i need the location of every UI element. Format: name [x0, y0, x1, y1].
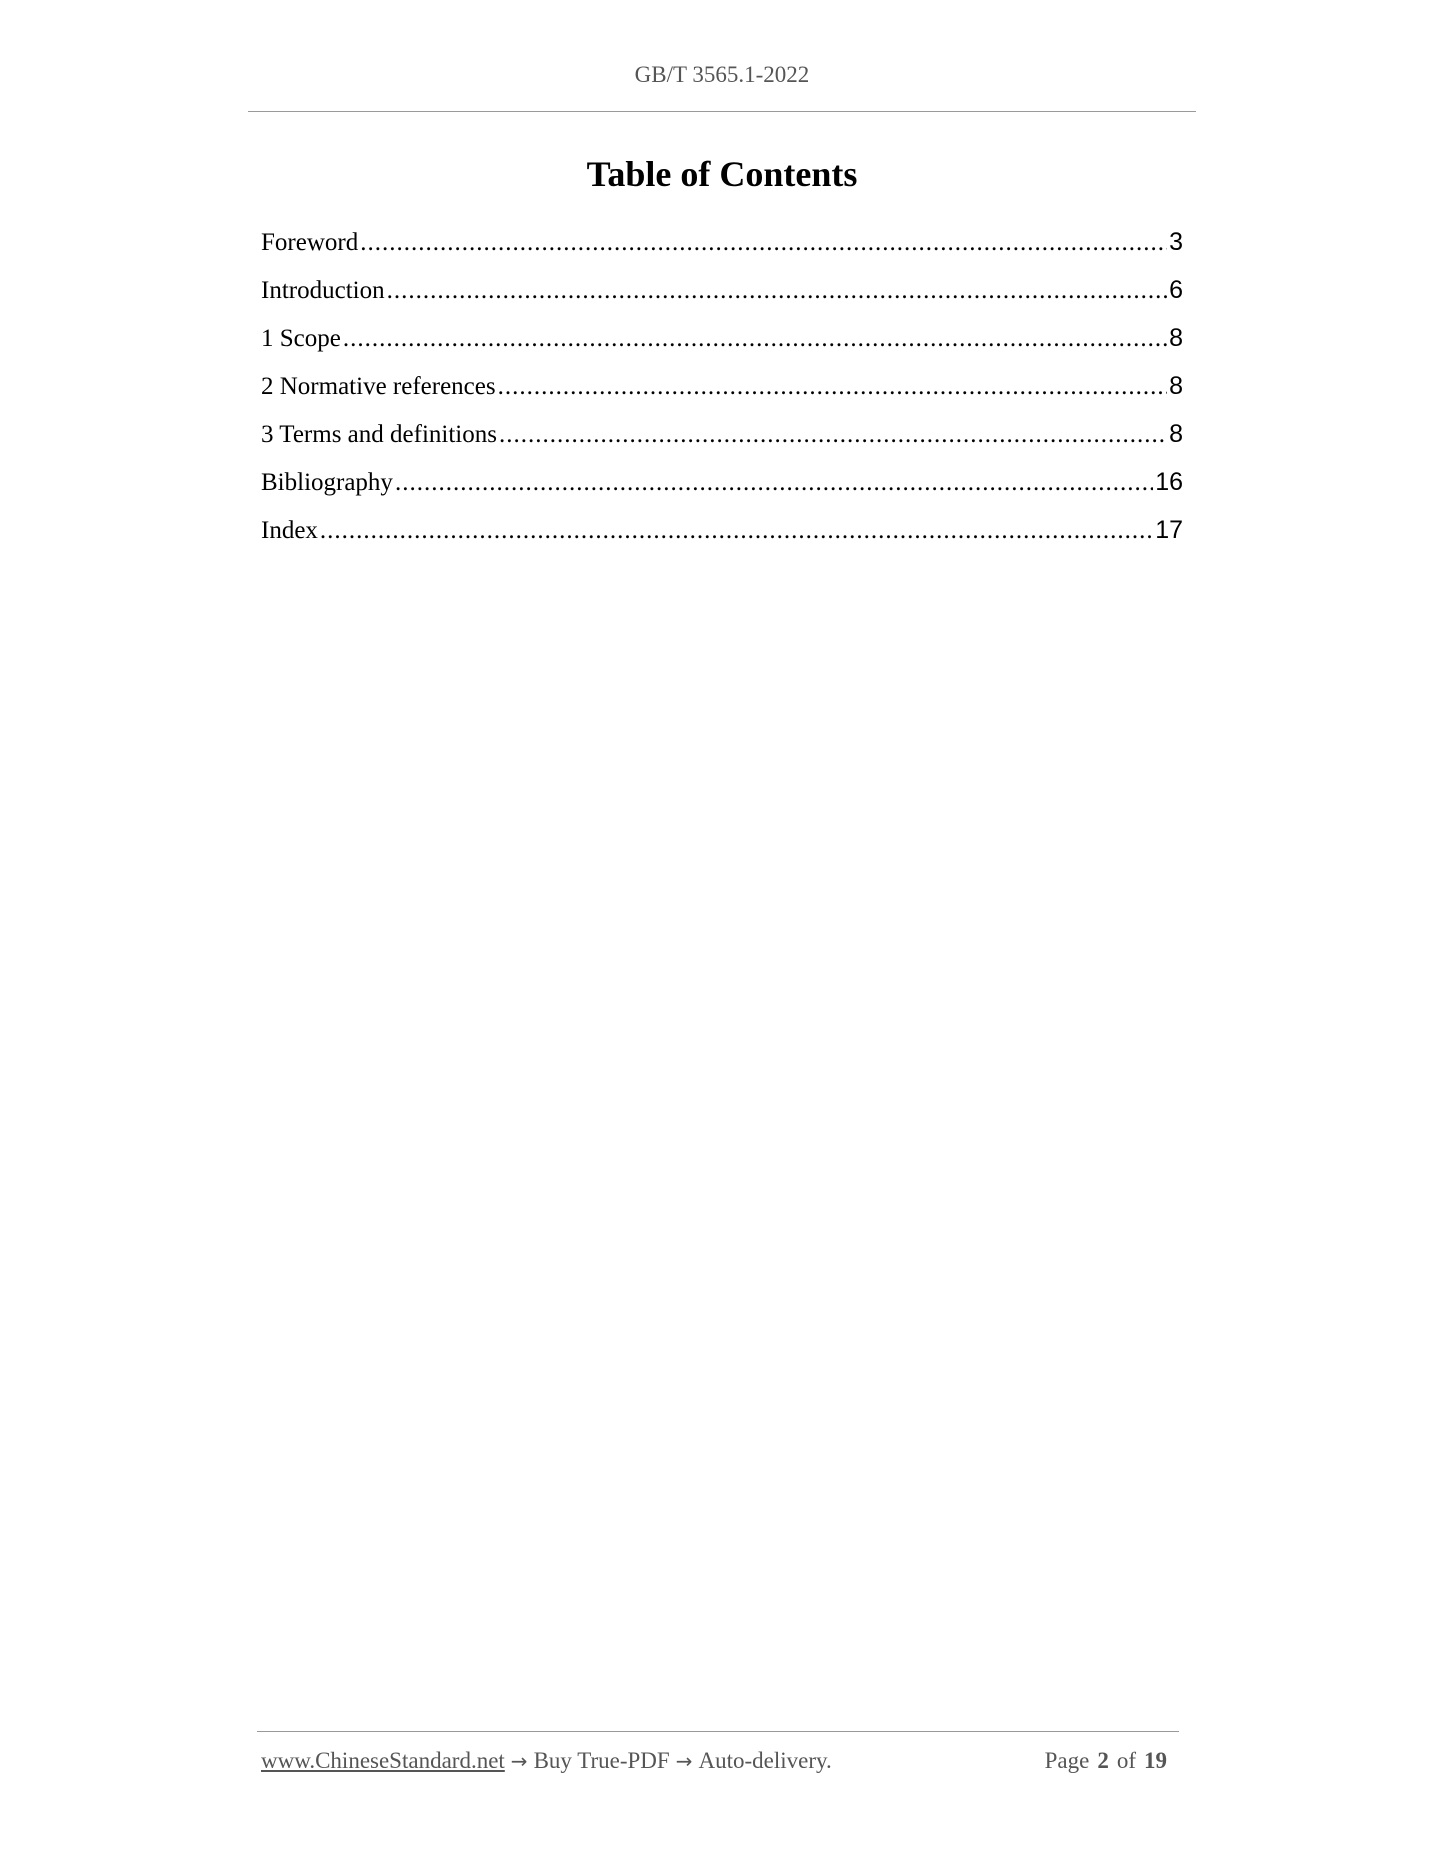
toc-leader-dots — [320, 513, 1153, 549]
toc-entry-label: Bibliography — [261, 469, 393, 496]
toc-entry-normative-references[interactable] — [261, 368, 1183, 416]
arrow-right-icon: → — [675, 1749, 693, 1773]
toc-entry-foreword[interactable] — [261, 224, 1183, 272]
toc-entry-label: 2 Normative references — [261, 373, 496, 400]
toc-entry-terms-and-definitions[interactable] — [261, 416, 1183, 464]
toc-entry-page: 3 — [1169, 228, 1183, 256]
toc-entry-label: Foreword — [261, 229, 359, 256]
footer-divider — [257, 1731, 1179, 1732]
footer-step-buy: Buy True-PDF — [533, 1748, 670, 1773]
page-current: 2 — [1097, 1748, 1109, 1773]
toc-leader-dots — [387, 273, 1168, 309]
toc-entry-label: Index — [261, 517, 318, 544]
toc-entry-page: 16 — [1155, 468, 1183, 496]
toc-title: Table of Contents — [586, 154, 858, 194]
toc-entry-index[interactable] — [261, 512, 1183, 560]
of-word: of — [1116, 1748, 1136, 1773]
toc-entry-bibliography[interactable] — [261, 464, 1183, 512]
toc-entry-label: 3 Terms and definitions — [261, 421, 497, 448]
toc-list — [261, 224, 1183, 560]
toc-leader-dots — [395, 465, 1153, 501]
page-header: GB/T 3565.1-2022 — [634, 62, 810, 87]
footer-promo — [261, 1748, 832, 1774]
page-word: Page — [1044, 1748, 1090, 1773]
toc-leader-dots — [360, 225, 1167, 261]
toc-entry-page: 8 — [1169, 420, 1183, 448]
toc-entry-label: Introduction — [261, 277, 385, 304]
arrow-right-icon: → — [510, 1749, 528, 1773]
toc-leader-dots — [499, 417, 1167, 453]
page-total: 19 — [1144, 1748, 1167, 1773]
toc-entry-page: 17 — [1155, 516, 1183, 544]
site-link[interactable]: www.ChineseStandard.net — [261, 1748, 505, 1773]
toc-entry-page: 8 — [1169, 324, 1183, 352]
footer-step-delivery: Auto-delivery. — [698, 1748, 832, 1773]
toc-leader-dots — [498, 369, 1167, 405]
toc-entry-label: 1 Scope — [261, 325, 341, 352]
toc-entry-scope[interactable] — [261, 320, 1183, 368]
toc-entry-page: 6 — [1169, 276, 1183, 304]
header-divider — [248, 111, 1196, 112]
toc-entry-introduction[interactable] — [261, 272, 1183, 320]
toc-leader-dots — [343, 321, 1167, 357]
page-number — [1045, 1748, 1175, 1774]
toc-entry-page: 8 — [1169, 372, 1183, 400]
